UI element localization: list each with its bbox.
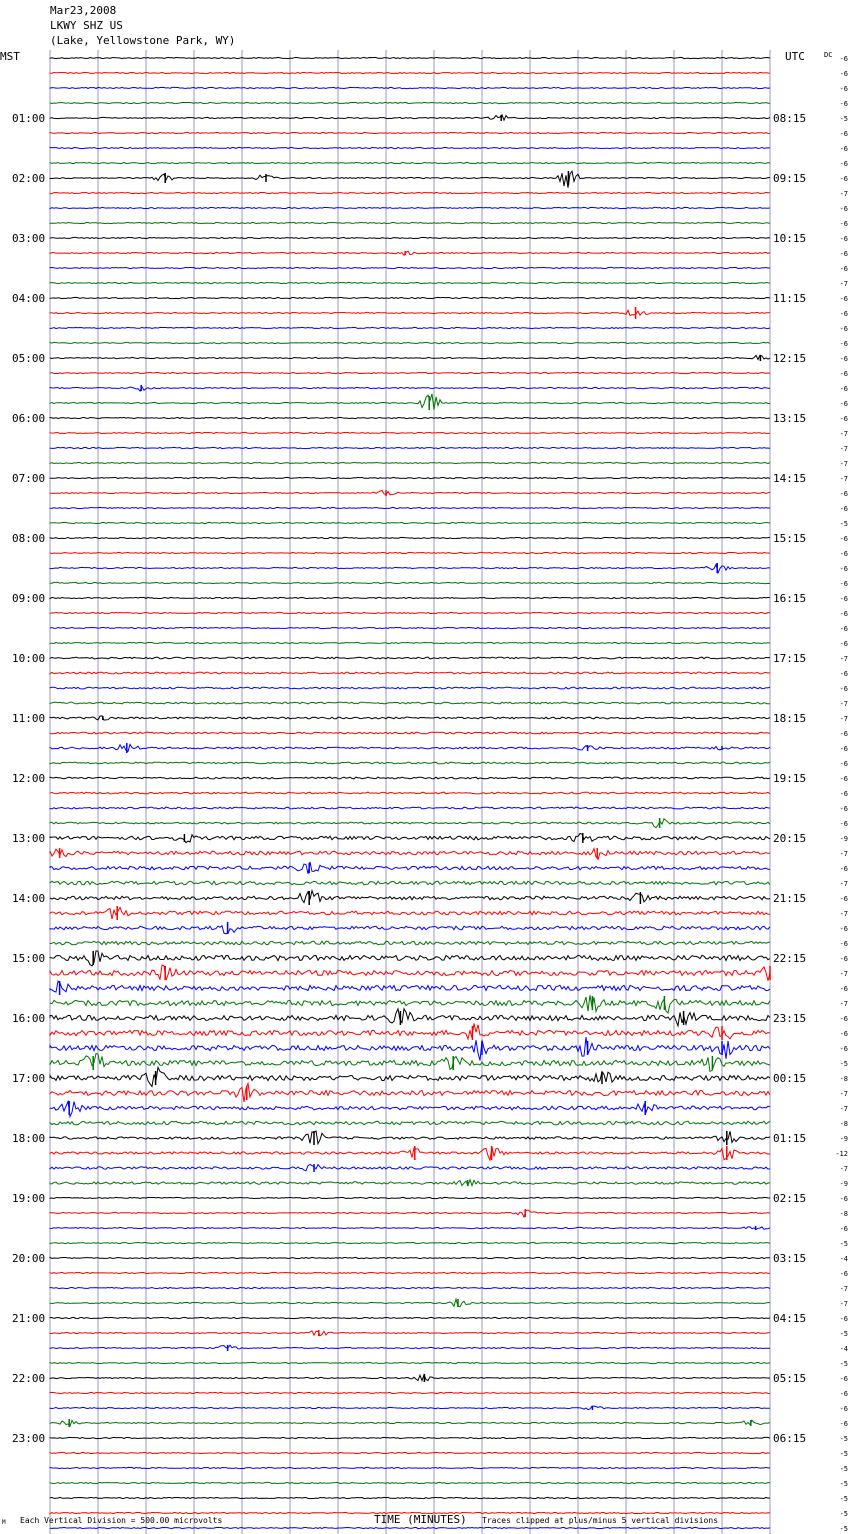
trace-row xyxy=(50,432,770,433)
dc-offset-label: -6 xyxy=(839,1225,848,1233)
dc-offset-label: -6 xyxy=(839,610,848,618)
right-time-label: 01:15 xyxy=(773,1132,807,1145)
dc-offset-label: -8 xyxy=(839,1210,848,1218)
left-time-label: 18:00 xyxy=(12,1132,46,1145)
left-time-label: 06:00 xyxy=(12,412,46,425)
trace-row xyxy=(50,951,770,966)
trace-row xyxy=(50,1375,770,1381)
trace-row xyxy=(50,1242,770,1243)
trace-row xyxy=(50,115,770,120)
left-time-label: 21:00 xyxy=(12,1312,46,1325)
dc-offset-label: -6 xyxy=(839,790,848,798)
trace-row xyxy=(50,327,770,328)
trace-row xyxy=(50,687,770,689)
dc-offset-label: -6 xyxy=(839,1015,848,1023)
trace-row xyxy=(50,732,770,734)
trace-row xyxy=(50,310,770,315)
left-time-label: 19:00 xyxy=(12,1192,46,1205)
trace-row xyxy=(50,1197,770,1198)
dc-offset-label: -6 xyxy=(839,760,848,768)
dc-offset-label: -6 xyxy=(839,1315,848,1323)
right-time-label: 23:15 xyxy=(773,1012,807,1025)
trace-row xyxy=(50,1257,770,1258)
right-time-label: 03:15 xyxy=(773,1252,807,1265)
trace-row xyxy=(50,1406,770,1410)
trace-row xyxy=(50,522,770,523)
dc-offset-label: -7 xyxy=(839,880,848,888)
right-axis-title: UTC xyxy=(785,50,805,63)
trace-row xyxy=(50,1210,770,1217)
dc-offset-label: -6 xyxy=(839,325,848,333)
left-time-label: 05:00 xyxy=(12,352,46,365)
left-axis-title: MST xyxy=(0,50,20,63)
dc-offset-label: -5 xyxy=(839,1060,848,1068)
trace-row xyxy=(50,462,770,463)
trace-row xyxy=(50,297,770,298)
trace-row xyxy=(50,807,770,809)
trace-row xyxy=(50,477,770,478)
right-time-label: 22:15 xyxy=(773,952,807,965)
dc-offset-label: -4 xyxy=(839,1345,848,1353)
left-time-label: 07:00 xyxy=(12,472,46,485)
right-time-label: 18:15 xyxy=(773,712,807,725)
trace-row xyxy=(50,926,770,934)
right-time-label: 08:15 xyxy=(773,112,807,125)
trace-row xyxy=(50,1392,770,1393)
dc-offset-label: -5 xyxy=(839,1525,848,1533)
trace-row xyxy=(50,819,770,828)
record-date: Mar23,2008 xyxy=(50,4,117,17)
trace-row xyxy=(50,132,770,133)
trace-row xyxy=(50,1180,770,1186)
trace-row xyxy=(50,762,770,764)
trace-row xyxy=(50,965,770,981)
right-time-label: 17:15 xyxy=(773,652,807,665)
dc-offset-label: -7 xyxy=(839,190,848,198)
trace-row xyxy=(50,1067,770,1086)
dc-offset-label: -6 xyxy=(839,595,848,603)
trace-row xyxy=(50,147,770,148)
dc-offset-label: -6 xyxy=(839,955,848,963)
trace-row xyxy=(50,417,770,418)
trace-row xyxy=(50,1121,770,1125)
right-time-label: 10:15 xyxy=(773,232,807,245)
left-time-label: 12:00 xyxy=(12,772,46,785)
trace-row xyxy=(50,777,770,779)
corner-mark: M xyxy=(2,1519,6,1526)
dc-offset-label: -5 xyxy=(839,1495,848,1503)
scale-note: Each Vertical Division = 500.00 microvolts xyxy=(20,1516,223,1525)
dc-offset-label: -6 xyxy=(839,490,848,498)
left-time-label: 23:00 xyxy=(12,1432,46,1445)
trace-row xyxy=(50,282,770,283)
dc-label: DC xyxy=(824,51,833,59)
dc-offset-label: -6 xyxy=(839,310,848,318)
right-time-label: 02:15 xyxy=(773,1192,807,1205)
trace-row xyxy=(50,1497,770,1498)
dc-offset-label: -5 xyxy=(839,1330,848,1338)
trace-row xyxy=(50,862,770,874)
dc-offset-label: -6 xyxy=(839,205,848,213)
dc-offset-label: -6 xyxy=(839,1270,848,1278)
dc-offset-label: -6 xyxy=(839,55,848,63)
dc-offset-label: -5 xyxy=(839,1465,848,1473)
left-time-label: 09:00 xyxy=(12,592,46,605)
trace-row xyxy=(50,1527,770,1528)
dc-offset-label: -7 xyxy=(839,910,848,918)
dc-offset-label: -6 xyxy=(839,340,848,348)
dc-offset-label: -5 xyxy=(839,115,848,123)
trace-row xyxy=(50,565,770,573)
dc-offset-label: -7 xyxy=(839,430,848,438)
dc-offset-label: -6 xyxy=(839,640,848,648)
dc-offset-label: -6 xyxy=(839,100,848,108)
left-time-label: 16:00 xyxy=(12,1012,46,1025)
right-time-label: 04:15 xyxy=(773,1312,807,1325)
dc-offset-label: -6 xyxy=(839,745,848,753)
right-time-label: 21:15 xyxy=(773,892,807,905)
dc-offset-label: -5 xyxy=(839,1510,848,1518)
dc-offset-label: -6 xyxy=(839,355,848,363)
trace-row xyxy=(50,1147,770,1160)
dc-offset-label: -7 xyxy=(839,850,848,858)
dc-offset-label: -6 xyxy=(839,175,848,183)
dc-offset-label: -6 xyxy=(839,625,848,633)
dc-offset-label: -9 xyxy=(839,835,848,843)
trace-row xyxy=(50,672,770,674)
trace-row xyxy=(50,995,770,1013)
dc-offset-label: -7 xyxy=(839,1105,848,1113)
dc-offset-label: -8 xyxy=(839,1075,848,1083)
right-time-label: 00:15 xyxy=(773,1072,807,1085)
right-time-label: 11:15 xyxy=(773,292,807,305)
trace-row xyxy=(50,102,770,103)
left-time-label: 04:00 xyxy=(12,292,46,305)
dc-offset-label: -6 xyxy=(839,670,848,678)
dc-offset-label: -6 xyxy=(839,250,848,258)
left-time-label: 20:00 xyxy=(12,1252,46,1265)
dc-offset-label: -6 xyxy=(839,1390,848,1398)
dc-offset-label: -6 xyxy=(839,535,848,543)
trace-row xyxy=(50,57,770,58)
station-location: (Lake, Yellowstone Park, WY) xyxy=(50,34,236,47)
clip-note: Traces clipped at plus/minus 5 vertical divisions xyxy=(482,1516,719,1525)
trace-row xyxy=(50,237,770,238)
dc-offset-label: -6 xyxy=(839,820,848,828)
left-time-label: 03:00 xyxy=(12,232,46,245)
trace-row xyxy=(50,981,770,992)
trace-row xyxy=(50,447,770,448)
dc-offset-label: -7 xyxy=(839,280,848,288)
dc-offset-label: -6 xyxy=(839,925,848,933)
dc-offset-label: -8 xyxy=(839,1120,848,1128)
trace-row xyxy=(50,387,770,391)
right-time-label: 19:15 xyxy=(773,772,807,785)
dc-offset-label: -7 xyxy=(839,970,848,978)
dc-offset-label: -7 xyxy=(839,700,848,708)
right-time-label: 12:15 xyxy=(773,352,807,365)
trace-row xyxy=(50,1437,770,1438)
left-time-label: 13:00 xyxy=(12,832,46,845)
trace-row xyxy=(50,834,770,843)
left-time-label: 10:00 xyxy=(12,652,46,665)
trace-row xyxy=(50,582,770,583)
trace-row xyxy=(50,1009,770,1026)
trace-rows xyxy=(50,57,770,1534)
left-time-label: 02:00 xyxy=(12,172,46,185)
dc-offset-label: -6 xyxy=(839,415,848,423)
trace-row xyxy=(50,1420,770,1426)
dc-offset-label: -7 xyxy=(839,1000,848,1008)
right-time-label: 05:15 xyxy=(773,1372,807,1385)
dc-offset-label: -6 xyxy=(839,565,848,573)
dc-offset-label: -7 xyxy=(839,460,848,468)
trace-row xyxy=(50,849,770,860)
x-axis-title: TIME (MINUTES) xyxy=(374,1513,467,1526)
trace-row xyxy=(50,251,770,255)
trace-row xyxy=(50,1102,770,1117)
dc-offset-label: -6 xyxy=(839,295,848,303)
time-grid xyxy=(50,50,770,1534)
trace-row xyxy=(50,941,770,945)
trace-row xyxy=(50,1272,770,1273)
dc-offset-label: -5 xyxy=(839,520,848,528)
dc-offset-label: -6 xyxy=(839,1045,848,1053)
dc-offset-label: -7 xyxy=(839,445,848,453)
trace-row xyxy=(50,342,770,343)
trace-row xyxy=(50,171,770,188)
trace-row xyxy=(50,907,770,919)
dc-offset-label: -6 xyxy=(839,580,848,588)
trace-row xyxy=(50,372,770,373)
station-code: LKWY SHZ US xyxy=(50,19,123,32)
trace-row xyxy=(50,394,770,410)
left-time-label: 22:00 xyxy=(12,1372,46,1385)
trace-row xyxy=(50,792,770,794)
trace-row xyxy=(50,1452,770,1453)
axis-labels xyxy=(12,55,848,1534)
trace-row xyxy=(50,1362,770,1363)
dc-offset-label: -5 xyxy=(839,1435,848,1443)
trace-row xyxy=(50,552,770,553)
right-time-label: 16:15 xyxy=(773,592,807,605)
trace-row xyxy=(50,1482,770,1483)
right-time-label: 13:15 xyxy=(773,412,807,425)
left-time-label: 14:00 xyxy=(12,892,46,905)
dc-offset-label: -6 xyxy=(839,985,848,993)
dc-offset-label: -6 xyxy=(839,805,848,813)
dc-offset-label: -5 xyxy=(839,1360,848,1368)
dc-offset-label: -6 xyxy=(839,865,848,873)
dc-offset-label: -9 xyxy=(839,1135,848,1143)
dc-offset-label: -6 xyxy=(839,1375,848,1383)
dc-offset-label: -12 xyxy=(835,1150,848,1158)
dc-offset-label: -6 xyxy=(839,400,848,408)
trace-row xyxy=(50,162,770,163)
trace-row xyxy=(50,87,770,88)
dc-offset-label: -5 xyxy=(839,1240,848,1248)
dc-offset-label: -6 xyxy=(839,130,848,138)
dc-offset-label: -6 xyxy=(839,730,848,738)
dc-offset-label: -6 xyxy=(839,775,848,783)
trace-row xyxy=(50,612,770,613)
left-time-label: 17:00 xyxy=(12,1072,46,1085)
trace-row xyxy=(50,1023,770,1039)
trace-row xyxy=(50,627,770,628)
dc-offset-label: -4 xyxy=(839,1255,848,1263)
dc-offset-label: -6 xyxy=(839,505,848,513)
trace-row xyxy=(50,597,770,598)
trace-row xyxy=(50,1227,770,1230)
dc-offset-label: -6 xyxy=(839,1030,848,1038)
trace-row xyxy=(50,1037,770,1060)
dc-offset-label: -7 xyxy=(839,1300,848,1308)
trace-row xyxy=(50,222,770,223)
dc-offset-label: -6 xyxy=(839,685,848,693)
trace-row xyxy=(50,1083,770,1102)
trace-row xyxy=(50,1467,770,1468)
dc-offset-label: -6 xyxy=(839,895,848,903)
trace-row xyxy=(50,1299,770,1307)
trace-row xyxy=(50,207,770,208)
trace-row xyxy=(50,891,770,903)
dc-offset-label: -7 xyxy=(839,715,848,723)
dc-offset-label: -5 xyxy=(839,1480,848,1488)
trace-row xyxy=(50,702,770,704)
trace-row xyxy=(50,1287,770,1288)
trace-row xyxy=(50,490,770,494)
dc-offset-label: -5 xyxy=(839,1450,848,1458)
left-time-label: 15:00 xyxy=(12,952,46,965)
dc-offset-label: -6 xyxy=(839,385,848,393)
dc-offset-label: -6 xyxy=(839,85,848,93)
trace-row xyxy=(50,881,770,885)
dc-offset-label: -6 xyxy=(839,550,848,558)
dc-offset-label: -6 xyxy=(839,370,848,378)
event-marks xyxy=(60,115,770,1427)
left-time-label: 08:00 xyxy=(12,532,46,545)
dc-offset-label: -6 xyxy=(839,145,848,153)
right-time-label: 09:15 xyxy=(773,172,807,185)
right-time-label: 20:15 xyxy=(773,832,807,845)
dc-offset-label: -6 xyxy=(839,1405,848,1413)
right-time-label: 14:15 xyxy=(773,472,807,485)
trace-row xyxy=(50,72,770,73)
dc-offset-label: -7 xyxy=(839,655,848,663)
dc-offset-label: -7 xyxy=(839,1165,848,1173)
trace-row xyxy=(50,1331,770,1336)
trace-row xyxy=(50,355,770,359)
right-time-label: 15:15 xyxy=(773,532,807,545)
trace-row xyxy=(50,267,770,268)
dc-offset-label: -6 xyxy=(839,235,848,243)
trace-row xyxy=(50,1131,770,1144)
dc-offset-label: -6 xyxy=(839,1420,848,1428)
dc-offset-label: -7 xyxy=(839,475,848,483)
dc-offset-label: -6 xyxy=(839,70,848,78)
right-time-label: 06:15 xyxy=(773,1432,807,1445)
trace-row xyxy=(50,744,770,751)
trace-row xyxy=(50,507,770,508)
trace-row xyxy=(50,192,770,193)
dc-offset-label: -6 xyxy=(839,265,848,273)
trace-row xyxy=(50,657,770,659)
left-time-label: 11:00 xyxy=(12,712,46,725)
trace-row xyxy=(50,537,770,538)
trace-row xyxy=(50,642,770,643)
trace-row xyxy=(50,1317,770,1318)
dc-offset-label: -6 xyxy=(839,1195,848,1203)
dc-offset-label: -6 xyxy=(839,160,848,168)
trace-row xyxy=(50,1164,770,1170)
dc-offset-label: -7 xyxy=(839,1285,848,1293)
dc-offset-label: -6 xyxy=(839,220,848,228)
trace-row xyxy=(50,716,770,720)
trace-row xyxy=(50,1345,770,1349)
left-time-label: 01:00 xyxy=(12,112,46,125)
dc-offset-label: -7 xyxy=(839,1090,848,1098)
dc-offset-label: -9 xyxy=(839,1180,848,1188)
dc-offset-label: -6 xyxy=(839,940,848,948)
